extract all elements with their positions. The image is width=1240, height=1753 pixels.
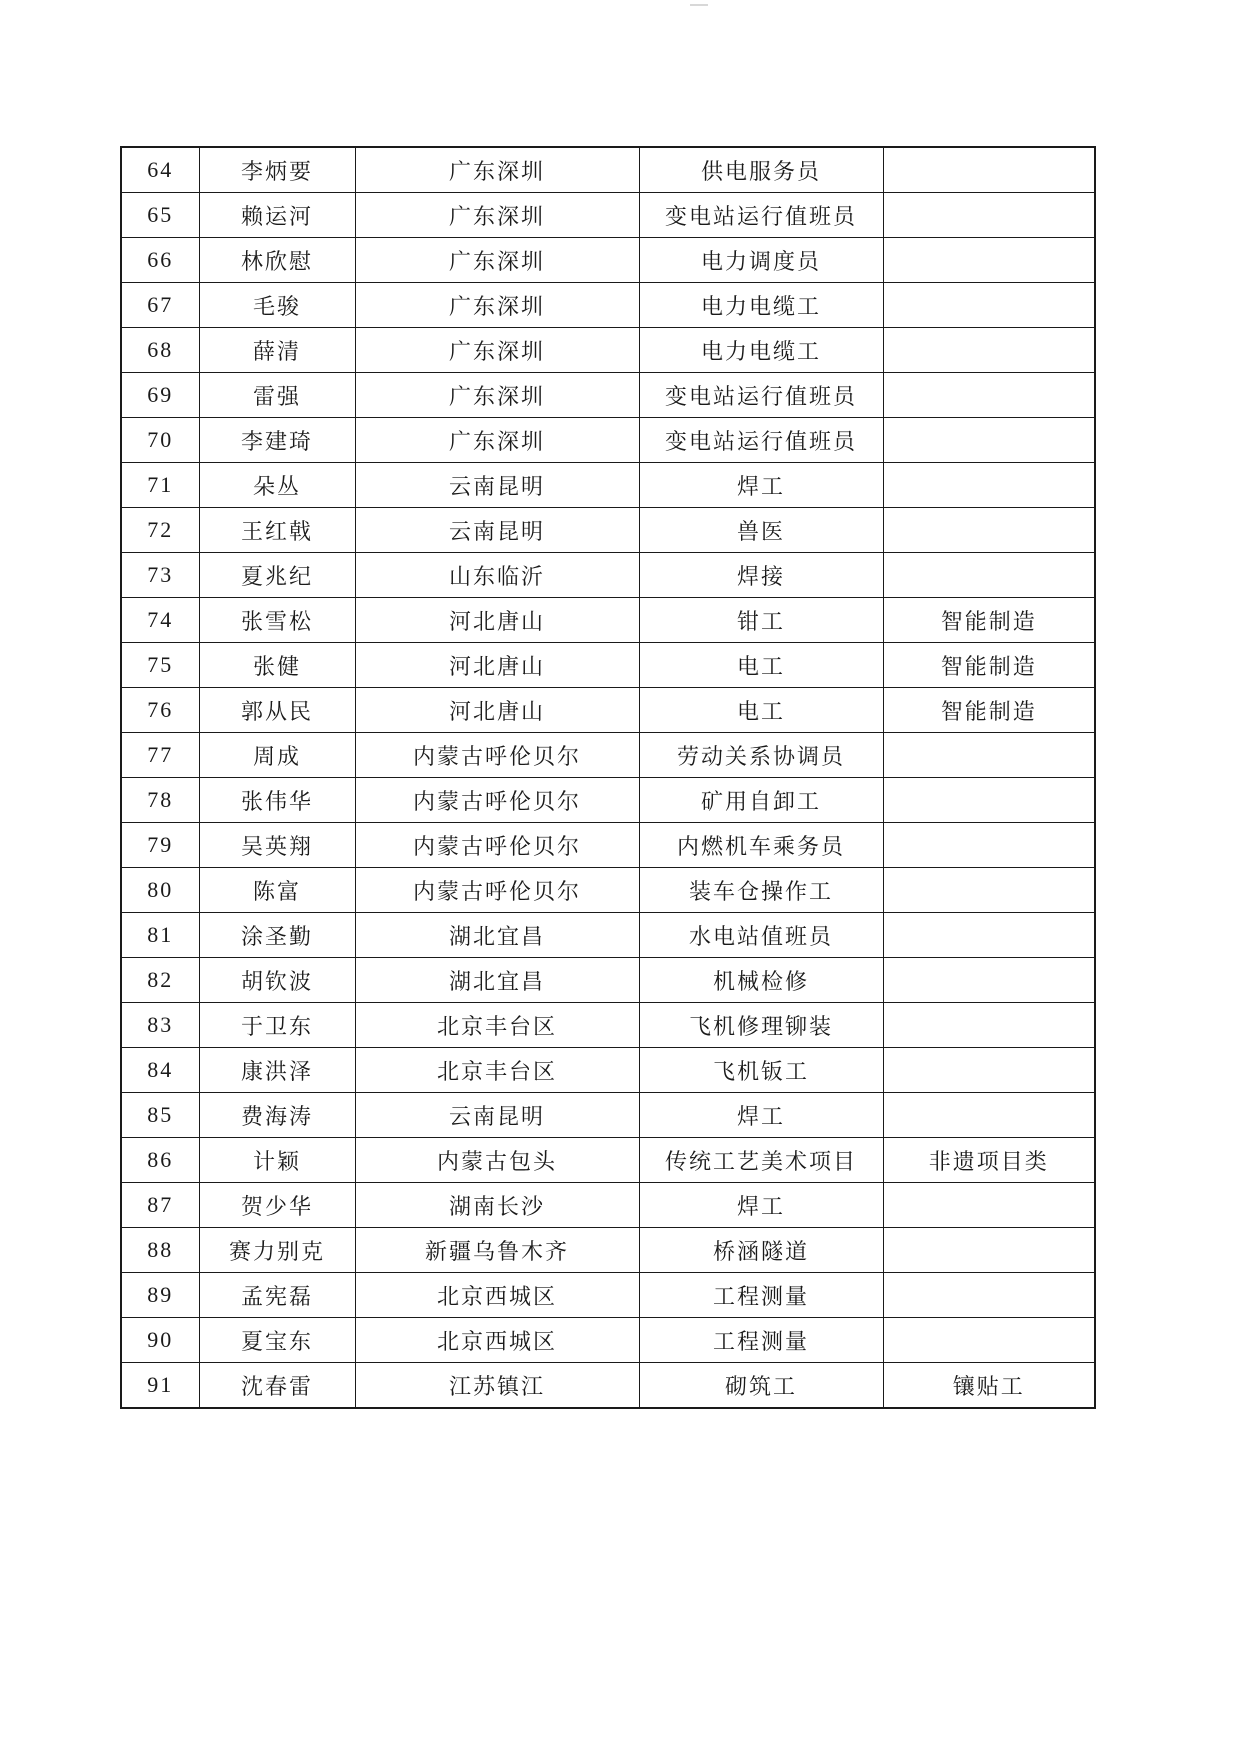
note-cell: 镶贴工: [883, 1363, 1095, 1409]
row-number-cell: 91: [121, 1363, 199, 1409]
person-name-cell: 张雪松: [199, 598, 355, 643]
note-cell: [883, 238, 1095, 283]
person-name-cell: 于卫东: [199, 1003, 355, 1048]
region-cell: 内蒙古呼伦贝尔: [355, 868, 639, 913]
person-name-cell: 薛清: [199, 328, 355, 373]
occupation-cell: 电力调度员: [639, 238, 883, 283]
table-row: [121, 1093, 1095, 1138]
occupation-cell: 飞机修理铆装: [639, 1003, 883, 1048]
table-row: [121, 373, 1095, 418]
region-cell: 广东深圳: [355, 373, 639, 418]
occupation-cell: 焊接: [639, 553, 883, 598]
region-cell: 河北唐山: [355, 688, 639, 733]
row-number-cell: 69: [121, 373, 199, 418]
occupation-cell: 焊工: [639, 1183, 883, 1228]
region-cell: 山东临沂: [355, 553, 639, 598]
region-cell: 北京西城区: [355, 1318, 639, 1363]
table-row: [121, 193, 1095, 238]
person-name-cell: 夏兆纪: [199, 553, 355, 598]
row-number-cell: 65: [121, 193, 199, 238]
region-cell: 湖北宜昌: [355, 913, 639, 958]
table-row: [121, 418, 1095, 463]
table-row: [121, 147, 1095, 193]
table-row: [121, 328, 1095, 373]
roster-table: [120, 146, 1096, 1409]
row-number-cell: 66: [121, 238, 199, 283]
row-number-cell: 82: [121, 958, 199, 1003]
note-cell: 非遗项目类: [883, 1138, 1095, 1183]
row-number-cell: 89: [121, 1273, 199, 1318]
occupation-cell: 水电站值班员: [639, 913, 883, 958]
note-cell: [883, 508, 1095, 553]
table-row: [121, 1003, 1095, 1048]
note-cell: [883, 147, 1095, 193]
row-number-cell: 75: [121, 643, 199, 688]
note-cell: [883, 1183, 1095, 1228]
occupation-cell: 砌筑工: [639, 1363, 883, 1409]
row-number-cell: 86: [121, 1138, 199, 1183]
region-cell: 云南昆明: [355, 463, 639, 508]
region-cell: 广东深圳: [355, 238, 639, 283]
row-number-cell: 85: [121, 1093, 199, 1138]
person-name-cell: 郭从民: [199, 688, 355, 733]
occupation-cell: 劳动关系协调员: [639, 733, 883, 778]
region-cell: 江苏镇江: [355, 1363, 639, 1409]
region-cell: 内蒙古呼伦贝尔: [355, 823, 639, 868]
table-row: [121, 508, 1095, 553]
table-row: [121, 1183, 1095, 1228]
person-name-cell: 陈富: [199, 868, 355, 913]
occupation-cell: 传统工艺美术项目: [639, 1138, 883, 1183]
occupation-cell: 变电站运行值班员: [639, 418, 883, 463]
occupation-cell: 供电服务员: [639, 147, 883, 193]
note-cell: [883, 1048, 1095, 1093]
person-name-cell: 张健: [199, 643, 355, 688]
note-cell: 智能制造: [883, 643, 1095, 688]
person-name-cell: 计颖: [199, 1138, 355, 1183]
region-cell: 广东深圳: [355, 193, 639, 238]
row-number-cell: 64: [121, 147, 199, 193]
occupation-cell: 变电站运行值班员: [639, 193, 883, 238]
table-row: [121, 1228, 1095, 1273]
region-cell: 内蒙古呼伦贝尔: [355, 778, 639, 823]
occupation-cell: 飞机钣工: [639, 1048, 883, 1093]
note-cell: [883, 418, 1095, 463]
region-cell: 内蒙古呼伦贝尔: [355, 733, 639, 778]
occupation-cell: 桥涵隧道: [639, 1228, 883, 1273]
row-number-cell: 77: [121, 733, 199, 778]
note-cell: 智能制造: [883, 688, 1095, 733]
note-cell: [883, 868, 1095, 913]
note-cell: [883, 1273, 1095, 1318]
note-cell: [883, 1318, 1095, 1363]
region-cell: 北京丰台区: [355, 1048, 639, 1093]
row-number-cell: 70: [121, 418, 199, 463]
table-row: [121, 823, 1095, 868]
table-row: [121, 913, 1095, 958]
note-cell: [883, 193, 1095, 238]
note-cell: [883, 1093, 1095, 1138]
occupation-cell: 电工: [639, 643, 883, 688]
occupation-cell: 电工: [639, 688, 883, 733]
region-cell: 北京西城区: [355, 1273, 639, 1318]
person-name-cell: 雷强: [199, 373, 355, 418]
person-name-cell: 李炳要: [199, 147, 355, 193]
person-name-cell: 夏宝东: [199, 1318, 355, 1363]
roster-table-body: [121, 147, 1095, 1408]
region-cell: 广东深圳: [355, 283, 639, 328]
row-number-cell: 67: [121, 283, 199, 328]
person-name-cell: 吴英翔: [199, 823, 355, 868]
region-cell: 河北唐山: [355, 598, 639, 643]
person-name-cell: 李建琦: [199, 418, 355, 463]
occupation-cell: 变电站运行值班员: [639, 373, 883, 418]
note-cell: [883, 1228, 1095, 1273]
person-name-cell: 贺少华: [199, 1183, 355, 1228]
occupation-cell: 工程测量: [639, 1318, 883, 1363]
region-cell: 湖北宜昌: [355, 958, 639, 1003]
note-cell: [883, 553, 1095, 598]
row-number-cell: 83: [121, 1003, 199, 1048]
table-row: [121, 868, 1095, 913]
table-row: [121, 463, 1095, 508]
table-row: [121, 553, 1095, 598]
person-name-cell: 毛骏: [199, 283, 355, 328]
row-number-cell: 87: [121, 1183, 199, 1228]
table-row: [121, 1318, 1095, 1363]
region-cell: 河北唐山: [355, 643, 639, 688]
row-number-cell: 84: [121, 1048, 199, 1093]
table-row: [121, 958, 1095, 1003]
region-cell: 新疆乌鲁木齐: [355, 1228, 639, 1273]
note-cell: [883, 958, 1095, 1003]
note-cell: [883, 823, 1095, 868]
occupation-cell: 矿用自卸工: [639, 778, 883, 823]
table-row: [121, 778, 1095, 823]
row-number-cell: 71: [121, 463, 199, 508]
person-name-cell: 王红戟: [199, 508, 355, 553]
row-number-cell: 73: [121, 553, 199, 598]
occupation-cell: 焊工: [639, 463, 883, 508]
occupation-cell: 工程测量: [639, 1273, 883, 1318]
note-cell: [883, 778, 1095, 823]
table-row: [121, 598, 1095, 643]
region-cell: 云南昆明: [355, 1093, 639, 1138]
person-name-cell: 费海涛: [199, 1093, 355, 1138]
person-name-cell: 赖运河: [199, 193, 355, 238]
note-cell: 智能制造: [883, 598, 1095, 643]
occupation-cell: 焊工: [639, 1093, 883, 1138]
person-name-cell: 涂圣勤: [199, 913, 355, 958]
occupation-cell: 电力电缆工: [639, 328, 883, 373]
row-number-cell: 68: [121, 328, 199, 373]
table-row: [121, 238, 1095, 283]
row-number-cell: 72: [121, 508, 199, 553]
region-cell: 广东深圳: [355, 147, 639, 193]
occupation-cell: 机械检修: [639, 958, 883, 1003]
table-row: [121, 643, 1095, 688]
table-row: [121, 1363, 1095, 1409]
table-row: [121, 1273, 1095, 1318]
note-cell: [883, 283, 1095, 328]
table-row: [121, 283, 1095, 328]
table-row: [121, 733, 1095, 778]
row-number-cell: 74: [121, 598, 199, 643]
person-name-cell: 孟宪磊: [199, 1273, 355, 1318]
scan-artifact: [690, 4, 708, 6]
row-number-cell: 88: [121, 1228, 199, 1273]
note-cell: [883, 733, 1095, 778]
occupation-cell: 装车仓操作工: [639, 868, 883, 913]
row-number-cell: 76: [121, 688, 199, 733]
note-cell: [883, 373, 1095, 418]
person-name-cell: 胡钦波: [199, 958, 355, 1003]
occupation-cell: 内燃机车乘务员: [639, 823, 883, 868]
person-name-cell: 周成: [199, 733, 355, 778]
row-number-cell: 78: [121, 778, 199, 823]
region-cell: 广东深圳: [355, 418, 639, 463]
note-cell: [883, 463, 1095, 508]
person-name-cell: 康洪泽: [199, 1048, 355, 1093]
occupation-cell: 电力电缆工: [639, 283, 883, 328]
occupation-cell: 兽医: [639, 508, 883, 553]
region-cell: 云南昆明: [355, 508, 639, 553]
person-name-cell: 张伟华: [199, 778, 355, 823]
note-cell: [883, 328, 1095, 373]
note-cell: [883, 1003, 1095, 1048]
region-cell: 内蒙古包头: [355, 1138, 639, 1183]
note-cell: [883, 913, 1095, 958]
region-cell: 北京丰台区: [355, 1003, 639, 1048]
table-row: [121, 1138, 1095, 1183]
occupation-cell: 钳工: [639, 598, 883, 643]
row-number-cell: 90: [121, 1318, 199, 1363]
row-number-cell: 80: [121, 868, 199, 913]
person-name-cell: 赛力别克: [199, 1228, 355, 1273]
table-row: [121, 1048, 1095, 1093]
person-name-cell: 林欣慰: [199, 238, 355, 283]
person-name-cell: 沈春雷: [199, 1363, 355, 1409]
row-number-cell: 81: [121, 913, 199, 958]
region-cell: 广东深圳: [355, 328, 639, 373]
row-number-cell: 79: [121, 823, 199, 868]
person-name-cell: 朵丛: [199, 463, 355, 508]
region-cell: 湖南长沙: [355, 1183, 639, 1228]
table-row: [121, 688, 1095, 733]
